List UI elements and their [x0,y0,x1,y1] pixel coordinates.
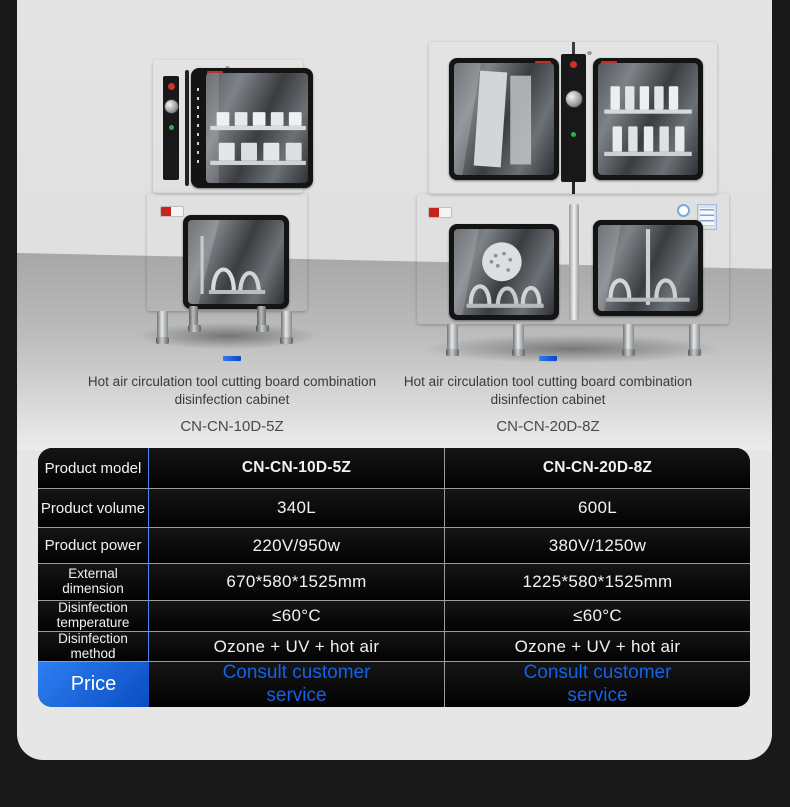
cabinet-leg [189,306,198,332]
product-model: CN-CN-20D-8Z [496,417,600,435]
spec-value-temperature-2: ≤60°C [445,600,750,631]
cabinet-leg [157,311,168,344]
consult-text: Consult customer service [523,662,672,706]
spec-label-disinfection-method: Disinfection method [38,631,149,661]
brand-logo-icon [161,207,183,216]
spec-label-price: Price [38,661,149,707]
spec-value-model-2: CN-CN-20D-8Z [445,448,750,488]
timer-knob-icon [164,99,179,114]
product-photo-right [417,42,729,342]
glass-interior-cups [206,73,308,183]
consult-customer-service-link-1[interactable] [149,661,445,707]
cabinet-leg [623,324,634,356]
spec-label-external-dimension: External dimension [38,563,149,600]
right-lower-right-door [593,220,703,316]
spec-value-model-1: CN-CN-10D-5Z [149,448,445,488]
ready-light-icon [571,132,576,137]
left-upper-glass [206,73,308,183]
cabinet-leg [513,324,524,356]
spec-value-method-2: Ozone + UV + hot air [445,631,750,661]
caption-right [368,356,728,435]
blue-dash-icon [539,356,557,361]
door-split [569,204,579,320]
spec-value-power-2: 380V/1250w [445,527,750,563]
cabinet-leg [281,311,292,344]
glass-interior-tools [188,220,284,304]
certification-badge-icon [677,204,690,217]
spec-label-product-volume: Product volume [38,488,149,527]
glass-interior-bottles [598,63,698,175]
glass-interior-board [454,63,554,175]
right-control-panel [561,54,586,182]
spec-value-volume-2: 600L [445,488,750,527]
spec-value-volume-1: 340L [149,488,445,527]
glass-interior-roundboard [454,229,554,315]
ready-light-icon [169,125,174,130]
spec-value-method-1: Ozone + UV + hot air [149,631,445,661]
screw-icon [587,50,592,55]
spec-label-product-model: Product model [38,448,149,488]
left-lower-glass-door [183,215,289,309]
spec-label-disinfection-temperature: Disinfection temperature [38,600,149,631]
door-hinge [185,70,189,186]
blue-dash-icon [223,356,241,361]
product-photo-left [147,32,309,347]
product-model: CN-CN-10D-5Z [180,417,284,435]
left-lower-cabinet [147,193,307,311]
spec-value-power-1: 220V/950w [149,527,445,563]
function-list-icon [197,88,199,168]
left-control-panel [163,76,179,180]
right-lower-right-glass [598,225,698,311]
spec-label-product-power: Product power [38,527,149,563]
power-light-icon [570,61,577,68]
right-upper-right-glass [598,63,698,175]
cabinet-leg [689,324,700,356]
right-upper-cabinet [429,42,717,194]
spec-value-temperature-1: ≤60°C [149,600,445,631]
consult-text: Consult customer service [222,662,371,706]
right-lower-left-door [449,224,559,320]
consult-customer-service-link-2[interactable] [445,661,750,707]
product-name: Hot air circulation tool cutting board combination disinfection cabinet [403,374,693,407]
timer-knob-icon [565,90,583,108]
spec-value-dimension-2: 1225*580*1525mm [445,563,750,600]
right-lower-cabinet [417,194,729,324]
caption-left [52,356,412,435]
power-light-icon [168,83,175,90]
glass-interior-pots [598,225,698,311]
spec-value-dimension-1: 670*580*1525mm [149,563,445,600]
product-card [17,0,772,760]
left-upper-glass-door [191,68,313,188]
right-upper-left-glass [454,63,554,175]
left-lower-glass [188,220,284,304]
cabinet-leg [447,324,458,356]
left-upper-cabinet [153,60,303,193]
right-lower-left-glass [454,229,554,315]
spec-table [38,448,750,707]
product-name: Hot air circulation tool cutting board combination disinfection cabinet [87,374,377,407]
right-upper-left-door [449,58,559,180]
brand-logo-icon [429,208,451,217]
counter-top [417,194,729,203]
counter-top [147,193,307,202]
cabinet-leg [257,306,266,332]
right-upper-right-door [593,58,703,180]
